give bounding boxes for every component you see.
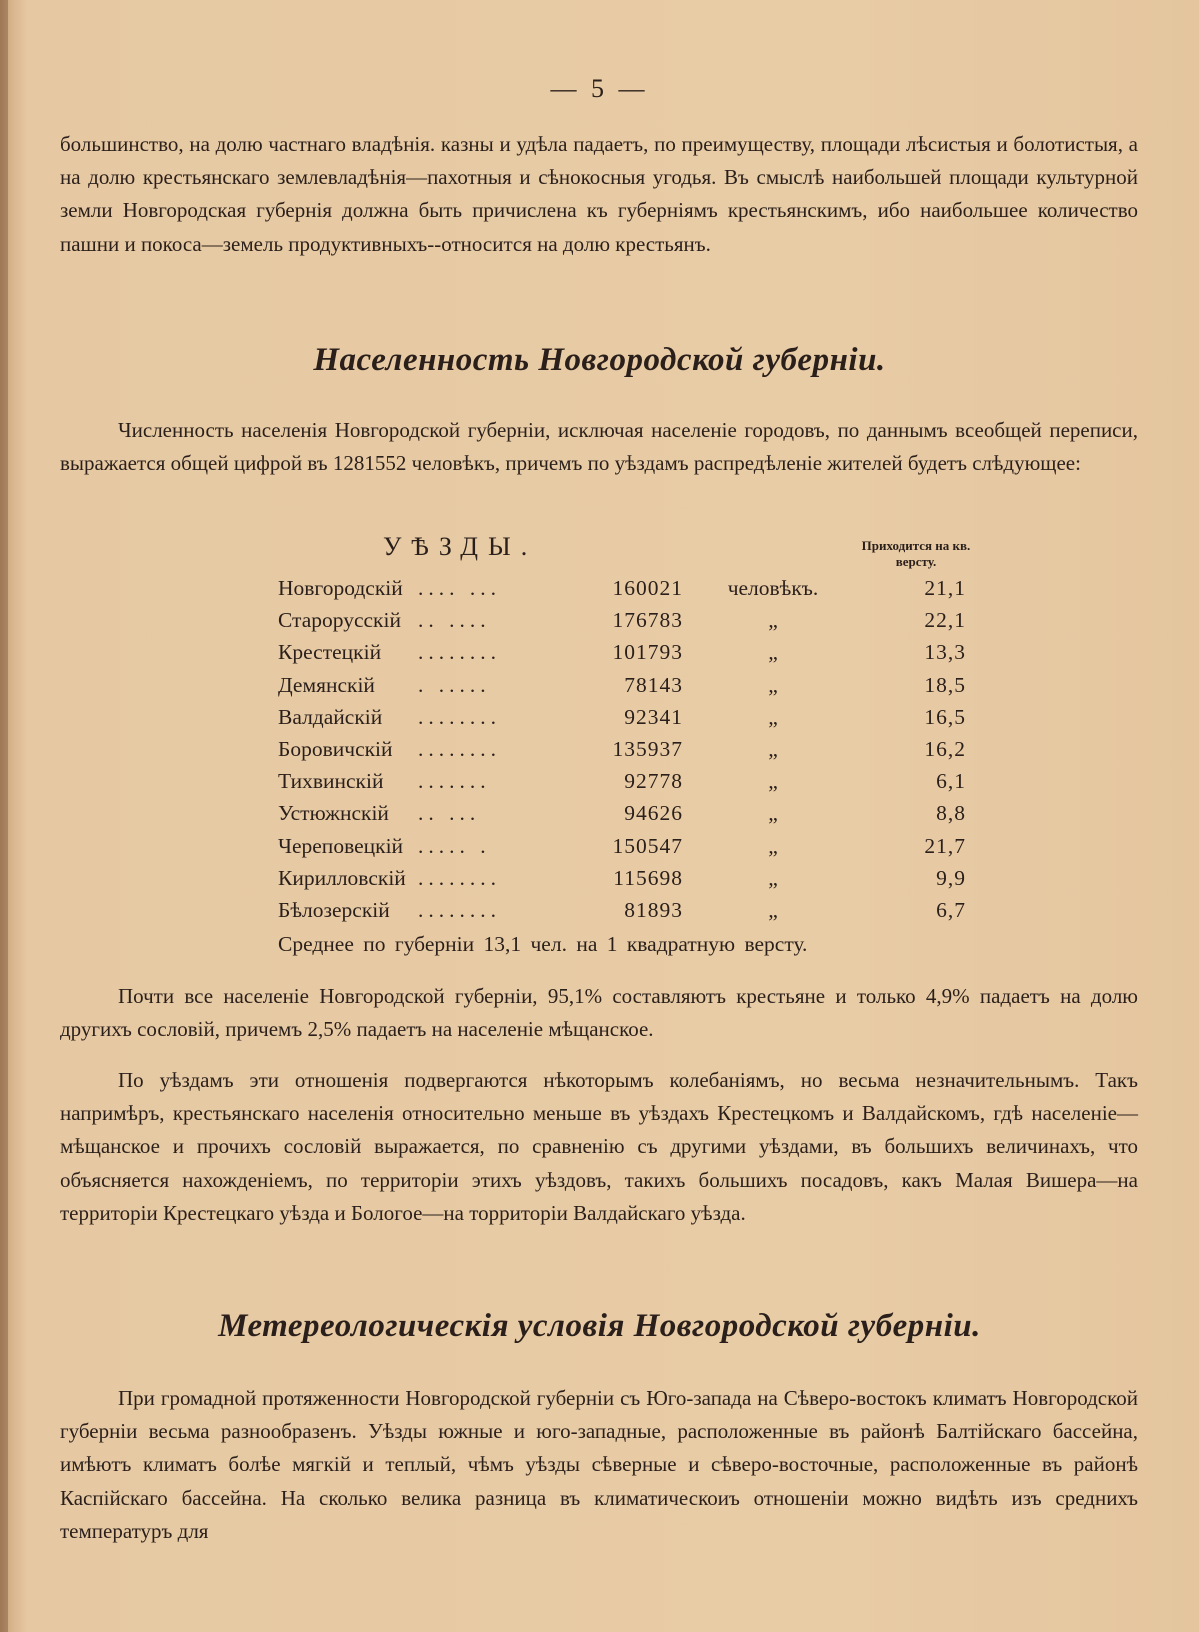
population-value: 101793 xyxy=(612,640,683,665)
leader-dots: ..... . xyxy=(418,833,491,858)
leader-dots: .. .... xyxy=(418,608,491,633)
unit-label: „ xyxy=(768,833,778,858)
population-value: 176783 xyxy=(612,608,683,633)
estates-paragraph: Почти все населеніе Новгородской губерніи, 95,1% составляютъ крестьяне и только 4,9% падаетъ на долю другихъ сословій, причемъ 2,5% падаетъ на населеніе мѣщанское. xyxy=(60,984,1138,1042)
density-value: 6,1 xyxy=(936,769,966,794)
table-row xyxy=(278,769,978,801)
district-name: Череповецкій xyxy=(278,833,404,858)
population-value: 94626 xyxy=(624,801,683,826)
density-value: 22,1 xyxy=(924,608,966,633)
district-name: Крестецкій xyxy=(278,640,382,665)
table-row xyxy=(278,608,978,640)
population-value: 160021 xyxy=(612,576,683,600)
unit-label: человѣкъ. xyxy=(727,576,819,600)
leader-dots: .... ... xyxy=(418,576,501,600)
population-paragraph: Численность населенія Новгородской губерніи, исключая населеніе городовъ, по даннымъ всеобщей переписи, выражается общей цифрой въ 1281552 человѣкъ, причемъ по уѣздамъ распредѣленіе жителей будетъ слѣдующее: xyxy=(60,418,1138,476)
population-value: 92341 xyxy=(624,704,683,729)
unit-label: „ xyxy=(768,672,778,697)
district-name: Устюжнскій xyxy=(278,801,389,826)
table-row xyxy=(278,737,978,769)
unit-label: „ xyxy=(768,898,778,922)
population-value: 92778 xyxy=(624,769,683,794)
leader-dots: ........ xyxy=(418,640,501,665)
density-value: 9,9 xyxy=(936,865,966,890)
unit-label: „ xyxy=(768,608,778,633)
district-name: Боровичскій xyxy=(278,737,393,761)
density-value: 16,2 xyxy=(924,737,966,761)
density-value: 6,7 xyxy=(936,898,966,922)
page-number: — 5 — xyxy=(550,74,649,103)
unit-label: „ xyxy=(768,704,778,729)
district-name: Старорусскій xyxy=(278,608,401,633)
table-row xyxy=(278,866,978,898)
table-row xyxy=(278,673,978,705)
leader-dots: .. ... xyxy=(418,801,481,826)
table-row xyxy=(278,576,978,608)
district-name: Валдайскій xyxy=(278,704,383,729)
population-value: 150547 xyxy=(612,833,683,858)
intro-paragraph: большинство, на долю частнаго владѣнія. казны и удѣла падаетъ, по преимуществу, площади лѣсистыя и болотистыя, а на долю крестьянскаго землевладѣнія—пахотныя и сѣнокосныя угодья. Въ смыслѣ наибольшей площади культурной земли Новгородская губернія должна быть причислена къ губерніямъ крестьянскимъ, ибо наибольшее количество пашни и покоса—земель продуктивныхъ--относится на долю крестьянъ. xyxy=(60,132,1138,256)
district-name: Бѣлозерскій xyxy=(278,898,390,922)
district-name: Демянскій xyxy=(278,672,375,697)
section-heading-climate: Метереологическія условія Новгородской губерніи. xyxy=(218,1308,981,1344)
districts-paragraph: По уѣздамъ эти отношенія подвергаются нѣкоторымъ колебаніямъ, но весьма незначительнымъ. Такъ напримѣръ, крестьянскаго населенія относительно меньше въ уѣздахъ Крестецкомъ и Валдайскомъ, гдѣ населеніе—мѣщанское и прочихъ сословій выражается, по сравненію съ другими уѣздами, въ большихъ величинахъ, что объясняется нахожденіемъ, по территоріи этихъ уѣздовъ, такихъ большихъ посадовъ, какъ Малая Вишера—на территоріи Крестецкаго уѣзда и Бологое—на торриторіи Валдайскаго уѣзда. xyxy=(60,1068,1138,1225)
leader-dots: ....... xyxy=(418,769,491,794)
table-row xyxy=(278,898,978,930)
table-row xyxy=(278,801,978,833)
average-density: Среднее по губерніи 13,1 чел. на 1 квадратную версту. xyxy=(278,932,808,956)
table-row xyxy=(278,834,978,866)
leader-dots: ........ xyxy=(418,737,501,761)
page-edge xyxy=(0,0,8,1632)
leader-dots: ........ xyxy=(418,704,501,729)
climate-paragraph: При громадной протяженности Новгородской губерніи съ Юго-запада на Сѣверо-востокъ климатъ Новгородской губерніи весьма разнообразенъ. Уѣзды южные и юго-западные, расположенные въ районѣ Балтійскаго бассейна, имѣютъ климатъ болѣе мягкій и теплый, чѣмъ уѣзды сѣверные и сѣверо-восточные, расположенные въ районѣ Каспійскаго бассейна. На сколько велика разница въ климатическоиъ отношеніи можно видѣть изъ среднихъ температуръ для xyxy=(60,1386,1138,1543)
table-row xyxy=(278,640,978,672)
density-value: 21,1 xyxy=(924,576,966,600)
table-row xyxy=(278,705,978,737)
leader-dots: ........ xyxy=(418,865,501,890)
district-name: Новгородскій xyxy=(278,576,403,600)
unit-label: „ xyxy=(768,737,778,761)
density-value: 13,3 xyxy=(924,640,966,665)
unit-label: „ xyxy=(768,801,778,826)
population-value: 81893 xyxy=(624,898,683,922)
density-value: 21,7 xyxy=(924,833,966,858)
density-value: 8,8 xyxy=(936,801,966,826)
leader-dots: ........ xyxy=(418,898,501,922)
section-heading-population: Населенность Новгородской губерніи. xyxy=(313,342,886,378)
density-value: 16,5 xyxy=(924,704,966,729)
population-value: 115698 xyxy=(613,865,683,890)
unit-label: „ xyxy=(768,865,778,890)
unit-label: „ xyxy=(768,640,778,665)
density-value: 18,5 xyxy=(924,672,966,697)
population-value: 135937 xyxy=(612,737,683,761)
density-column-header: Приходится на кв. версту. xyxy=(861,538,971,569)
population-value: 78143 xyxy=(624,672,683,697)
unit-label: „ xyxy=(768,769,778,794)
district-name: Тихвинскій xyxy=(278,769,384,794)
district-name: Кирилловскій xyxy=(278,865,406,890)
table-header: УѢЗДЫ. xyxy=(383,532,538,561)
leader-dots: . ..... xyxy=(418,672,491,697)
